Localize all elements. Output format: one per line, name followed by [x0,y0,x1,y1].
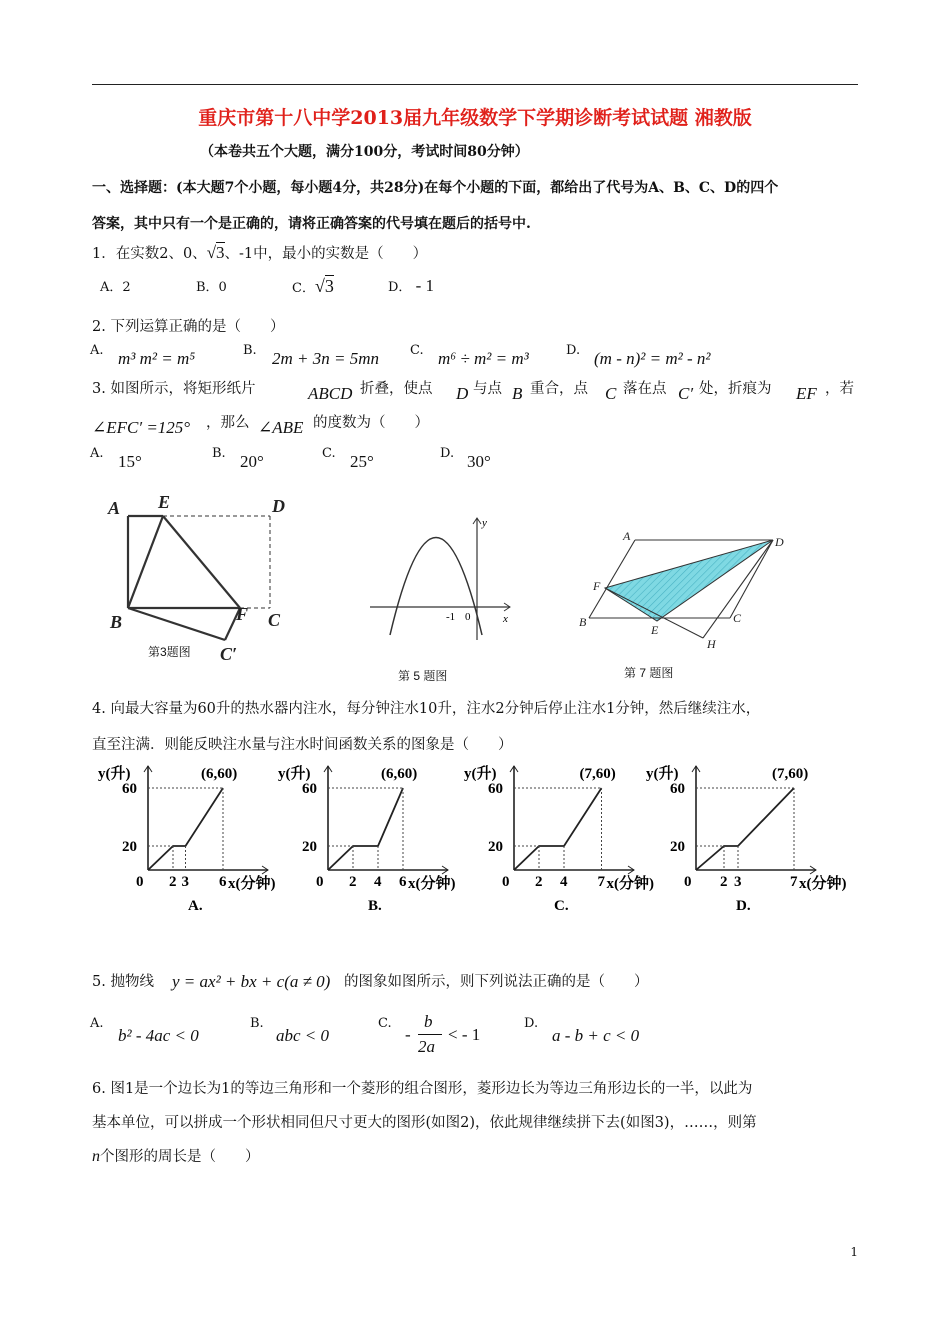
page-number: 1 [850,1245,858,1259]
q4-graph-y-60: 60 [122,781,137,797]
fig3-edge-eb [128,516,163,608]
fig5-label-y: y [482,517,487,529]
q4-graph-x-tick: 4 [560,874,568,890]
q4-graph-x-label: x(分钟) [408,876,456,892]
fig7-caption: 第 7 题图 [624,666,674,680]
q4-graph-y-20: 20 [122,839,137,855]
q2-option-c-label: C. [410,343,424,358]
fig3-label-c-prime: C′ [220,644,238,663]
fig7-label-h: H [707,637,716,651]
q4-graph-x-tick: 3 [181,874,189,890]
q3-option-b-label: B. [212,446,226,461]
q4-graph-x-tick: 2 [535,874,543,890]
q4-graph-y-label: y(升) [98,766,131,782]
q5-option-a-label: A. [90,1016,104,1031]
q2-stem: 2. 下列运算正确的是（ ） [92,319,285,335]
q4-graphs-svg [96,758,856,918]
q4-graph-line [514,788,602,870]
q3-p5: 落在点 [623,381,667,397]
q3-option-d-value: 30° [467,452,491,471]
q4-graph-y-60: 60 [488,781,503,797]
q1-option-c-label: C． [292,281,315,296]
fig5-label-minus1: -1 [446,611,456,623]
q3-option-a-label: A. [90,446,104,461]
fig7-label-f: F [593,579,601,593]
fig7-label-e: E [651,623,659,637]
section1-heading: 一、选择题：(本大题7个小题，每小题4分，共28分)在每个小题的下面，都给出了代号为A、B、C、D的四个 [92,180,779,196]
exam-title: 重庆市第十八中学2013届九年级数学下学期诊断考试试题 湘教版 [198,107,752,129]
q3-p2: 折叠，使点 [360,381,433,397]
q3-p6: 处，折痕为 [699,381,772,397]
q4-graph-option-label: C. [554,898,569,914]
fig3-label-c: C [268,610,281,630]
q5-option-b-label: B. [250,1016,264,1031]
q5-option-d-expr: a - b + c < 0 [552,1026,640,1045]
q3-p4: 重合，点 [530,381,588,397]
q5-stem-a: 5. 抛物线 [92,974,154,990]
q2-option-a-label: A. [90,343,104,358]
fig3-label-f: F [236,604,249,624]
q4-graph-y-label: y(升) [464,766,497,782]
q3-abe: ∠ABE [258,418,304,437]
q3-p9: 的度数为（ ） [313,415,429,431]
q4-graph-x-tick: 7 [597,874,605,890]
q3-cp: C′ [678,384,694,403]
q4-graph-y-60: 60 [302,781,317,797]
q4-graph-point-label: (7,60) [579,766,616,782]
q2-option-a-expr: m³ m² = m⁵ [118,349,196,368]
q6-line1: 6. 图1是一个边长为1的等边三角形和一个菱形的组合图形，菱形边长为等边三角形边长的一半，以此为 [92,1081,753,1097]
q6-n: n [92,1148,100,1165]
q4-graph-line [148,788,223,870]
q2-option-d-expr: (m - n)² = m² - n² [594,349,711,368]
q4-graph-point-label: (6,60) [201,766,238,782]
q4-graph-x-tick: 6 [219,874,227,890]
q5-option-c-fraction-bar [418,1034,442,1035]
q3-p3: 与点 [473,381,502,397]
q1-option-c [292,276,334,297]
fig3-label-a: A [108,498,121,518]
fig5-label-x: x [503,613,508,625]
fig3-label-e: E [158,492,171,512]
q3-d: D [456,384,469,403]
q5-option-c-post: < - 1 [448,1025,481,1044]
q4-line1: 4. 向最大容量为60升的热水器内注水，每分钟注水10升，注水2分钟后停止注水1分钟，然后继续注水， [92,701,761,717]
q4-graph-origin: 0 [502,874,510,890]
q5-option-c-numerator: b [424,1012,433,1031]
fig3-label-d: D [272,496,285,516]
q4-graph-x-tick: 6 [399,874,407,890]
q1-sqrt3-value: 3 [216,243,225,262]
q4-graph-origin: 0 [136,874,144,890]
q5-stem-b: 的图象如图所示，则下列说法正确的是（ ） [344,974,649,990]
q1-stem-a: 1．在实数2、0、 [92,246,207,262]
q4-graph-y-20: 20 [302,839,317,855]
q4-graph-line [328,788,403,870]
q4-graph-x-tick: 2 [349,874,357,890]
fig3-caption: 第3题图 [148,645,191,659]
figure-q7 [575,518,795,658]
section1-heading-2: 答案，其中只有一个是正确的，请将正确答案的代号填在题后的括号中. [92,216,531,232]
q4-line2: 直至注满．则能反映注水量与注水时间函数关系的图象是（ ） [92,737,513,753]
fig5-caption: 第 5 题图 [398,669,448,683]
q4-graph-x-tick: 4 [374,874,382,890]
q3-b: B [512,384,523,403]
q1-option-d-label: D． [388,280,412,295]
q4-graph-origin: 0 [316,874,324,890]
q2-option-b-expr: 2m + 3n = 5mn [272,349,379,368]
q6-line3 [92,1145,260,1166]
fig3-edge-ef [163,516,240,608]
q1-option-c-radicand: 3 [324,276,334,296]
q4-graph-point-label: (6,60) [381,766,418,782]
q4-graph-y-20: 20 [670,839,685,855]
q4-graph-y-label: y(升) [646,766,679,782]
q4-graph-x-label: x(分钟) [228,876,276,892]
q4-graph-option-label: D. [736,898,751,914]
q4-graph-origin: 0 [684,874,692,890]
q6-line2: 基本单位，可以拼成一个形状相同但尺寸更大的图形(如图2)，依此规律继续拼下去(如图3)，……，则第 [92,1115,757,1131]
q5-option-b-expr: abc < 0 [276,1026,330,1045]
fig7-shaded-triangle [605,540,773,621]
q4-graph-x-label: x(分钟) [606,876,654,892]
q3-c: C [605,384,617,403]
q4-graph-x-tick: 7 [790,874,798,890]
q4-graph-x-tick: 3 [734,874,742,890]
top-rule [92,84,858,85]
q3-option-b-value: 20° [240,452,264,471]
q6-line3-text: 个图形的周长是（ ） [100,1149,260,1165]
q1-sqrt3: √3 [206,243,225,262]
q3-option-d-label: D. [440,446,455,461]
q3-angle: ∠EFC′ =125° [92,418,191,437]
q3-p7: ，若 [825,381,854,397]
q1-option-a: A．2 [100,280,131,295]
figure-q3 [100,488,300,663]
q5-equation: y = ax² + bx + c(a ≠ 0) [172,972,331,991]
q4-graph-x-tick: 2 [169,874,177,890]
q1-stem-b: 、-1中，最小的实数是（ ） [224,246,428,262]
q4-graphs [96,758,856,918]
fig3-label-b: B [110,612,123,632]
q5-option-c-label: C. [378,1016,392,1031]
figure-q5 [360,510,520,650]
q4-graph-x-tick: 2 [720,874,728,890]
exam-subtitle: （本卷共五个大题，满分100分，考试时间80分钟） [200,144,529,160]
q3-option-c-value: 25° [350,452,374,471]
q4-graph-y-60: 60 [670,781,685,797]
q1-option-d-value: - 1 [415,276,434,295]
q5-option-d-label: D. [524,1016,539,1031]
q3-p1: 3. 如图所示，将矩形纸片 [92,381,256,397]
q4-graph-line [696,788,794,870]
q4-graph-point-label: (7,60) [772,766,809,782]
fig7-label-c: C [733,611,742,625]
fig7-label-d: D [775,535,784,549]
q4-graph-option-label: A. [188,898,203,914]
q5-option-c-minus: - [405,1025,411,1044]
q5-option-a-expr: b² - 4ac < 0 [118,1026,199,1045]
fig7-label-b: B [579,615,587,629]
q3-option-a-value: 15° [118,452,142,471]
q1-option-d [388,276,434,296]
q3-p8: ，那么 [206,415,250,431]
q4-graph-y-20: 20 [488,839,503,855]
q5-option-c-denominator: 2a [418,1037,435,1056]
q4-graph-x-label: x(分钟) [799,876,847,892]
fig7-label-a: A [623,529,631,543]
q1-option-b: B．0 [196,280,227,295]
fig3-edge-bc-prime [128,608,225,640]
q4-graph-option-label: B. [368,898,382,914]
q3-abcd: ABCD [308,384,353,403]
q4-graph-y-label: y(升) [278,766,311,782]
q2-option-c-expr: m⁶ ÷ m² = m³ [438,349,529,368]
q2-option-b-label: B. [243,343,257,358]
fig5-label-origin: 0 [465,611,471,623]
q1-option-c-value: √3 [314,276,334,296]
q1-stem [92,242,427,263]
q3-option-c-label: C. [322,446,336,461]
q2-option-d-label: D. [566,343,581,358]
q3-ef: EF [796,384,817,403]
